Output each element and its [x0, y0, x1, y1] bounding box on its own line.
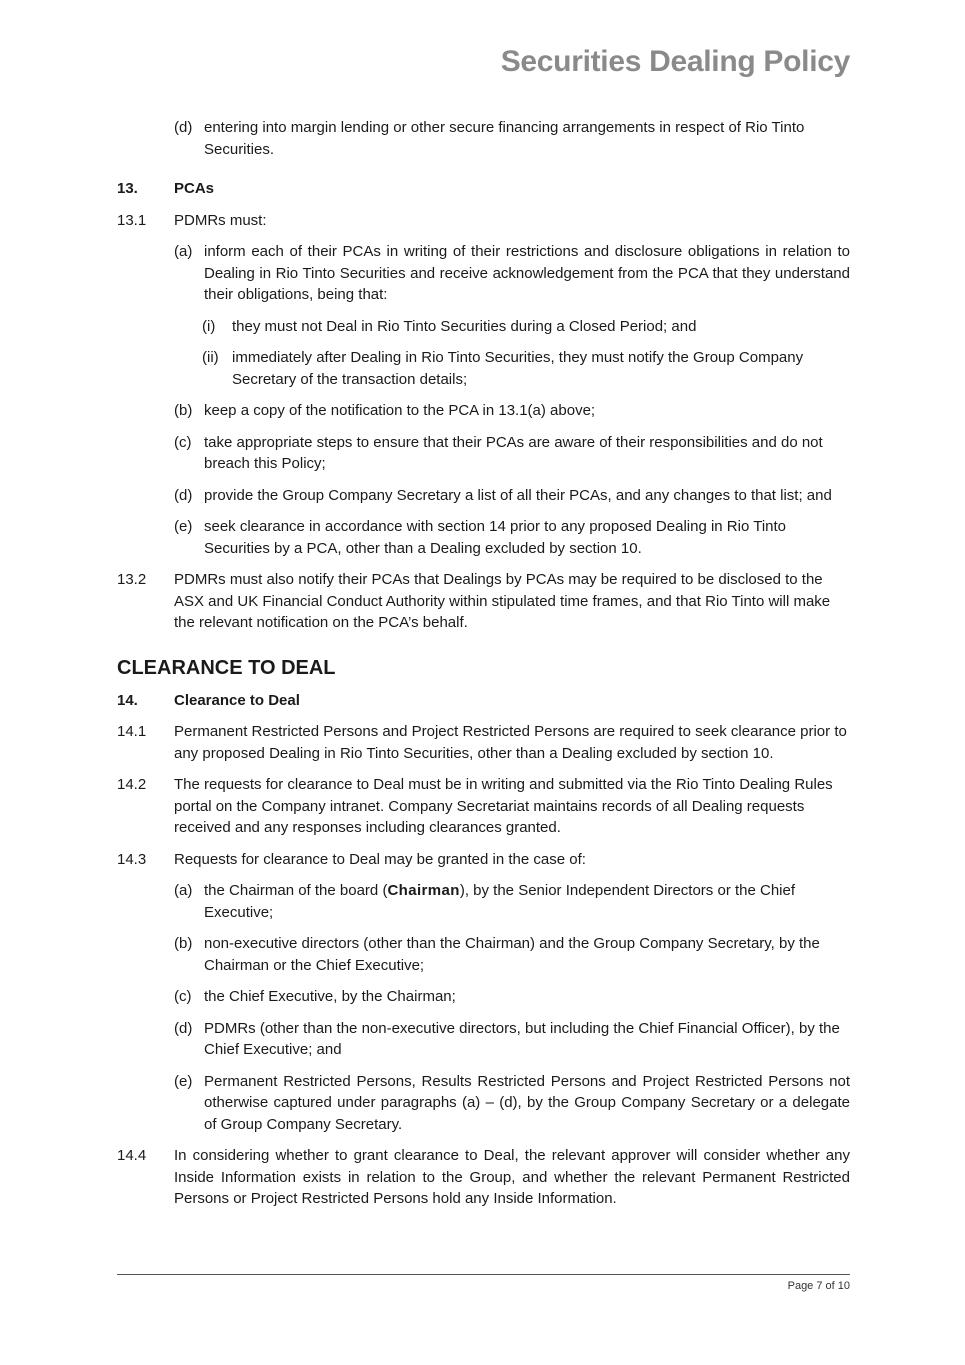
clause-text: PDMRs must:: [174, 211, 267, 229]
item-label: (d): [174, 486, 193, 504]
clause-number: 13.2: [117, 571, 147, 588]
clause-14-1: [117, 721, 850, 764]
section-13-heading: [117, 178, 850, 200]
item-text: the Chief Executive, by the Chairman;: [204, 988, 456, 1005]
section-number: 13.: [117, 180, 138, 197]
section-14-heading: [117, 690, 850, 712]
item-text: keep a copy of the notification to the PCA in 13.1(a) above;: [204, 402, 596, 419]
item-label: (c): [174, 433, 192, 451]
section-title: PCAs: [174, 180, 215, 197]
list-item: [117, 933, 850, 976]
item-text: PDMRs (other than the non-executive directors, but including the Chief Financial Officer), by the Chief Executive; and: [204, 1019, 840, 1058]
clause-number: 14.4: [117, 1147, 147, 1164]
clause-number: 14.3: [117, 850, 147, 868]
item-text: inform each of their PCAs in writing of their restrictions and disclosure obligations in relation to Dealing in Rio Tinto Securities and receive acknowledgement from the PCA that they understand their obligations, being that:: [204, 243, 850, 303]
clause-text: PDMRs must also notify their PCAs that Dealings by PCAs may be required to be disclosed to the ASX and UK Financial Conduct Authority within stipulated time frames, and that Rio Tinto will make the relevant notification on the PCA’s behalf.: [174, 571, 831, 631]
item-label: (b): [174, 402, 193, 419]
clause-text: The requests for clearance to Deal must be in writing and submitted via the Rio Tinto Dealing Rules portal on the Company intranet. Company Secretariat maintains records of all Dealing requests received and any responses including clearances granted.: [174, 776, 833, 836]
item-label: (b): [174, 935, 193, 952]
clause-text: Permanent Restricted Persons and Project Restricted Persons are required to seek clearance prior to any proposed Dealing in Rio Tinto Securities, other than a Dealing excluded by section 10.: [174, 723, 847, 762]
list-item: [117, 1071, 850, 1136]
list-item: [117, 485, 850, 507]
clause-14-4: [117, 1145, 850, 1210]
clause-14-2: [117, 774, 850, 839]
item-label: (e): [174, 1072, 193, 1090]
section-title: Clearance to Deal: [174, 691, 300, 709]
page-number: Page 7 of 10: [787, 1280, 850, 1292]
item-text-pre: the Chairman of the board (: [204, 882, 388, 899]
sub-list-item: [117, 347, 850, 390]
clause-number: 13.1: [117, 211, 147, 229]
item-label: (d): [174, 1019, 193, 1037]
section-number: 14.: [117, 691, 138, 709]
item-text: take appropriate steps to ensure that their PCAs are aware of their responsibilities and do not breach this Policy;: [204, 433, 823, 472]
list-item: [117, 241, 850, 306]
item-text: entering into margin lending or other secure financing arrangements in respect of Rio Tinto Securities.: [204, 119, 805, 158]
footer-divider: [117, 1274, 850, 1275]
list-item: [117, 880, 850, 923]
item-label: (a): [174, 243, 193, 260]
list-item: [117, 516, 850, 559]
clause-number: 14.2: [117, 776, 147, 793]
document-body: [117, 117, 850, 1220]
sub-list-item: [117, 316, 850, 338]
defined-term: Chairman: [387, 882, 460, 899]
list-item: [117, 1018, 850, 1061]
item-label: (i): [202, 317, 216, 335]
item-label: (e): [174, 518, 193, 535]
item-label: (a): [174, 882, 193, 899]
list-item: [117, 400, 850, 422]
clause-text: Requests for clearance to Deal may be granted in the case of:: [174, 850, 586, 868]
item-text: non-executive directors (other than the Chairman) and the Group Company Secretary, by the Chairman or the Chief Executive;: [204, 935, 820, 974]
part-heading: CLEARANCE TO DEAL: [117, 656, 336, 679]
list-item: [117, 986, 850, 1008]
item-text: [204, 882, 795, 921]
item-text-post: ), by the Senior Independent Directors or the Chief Executive;: [204, 882, 796, 921]
page-header-title: Securities Dealing Policy: [500, 45, 850, 78]
item-label: (d): [174, 119, 193, 136]
item-text: Permanent Restricted Persons, Results Restricted Persons and Project Restricted Persons not otherwise captured under paragraphs (a) – (d), by the Group Company Secretary or a delegate of Group Company Secretary.: [204, 1072, 850, 1133]
clause-13-2: [117, 569, 850, 634]
list-item: [117, 117, 850, 160]
clause-text: In considering whether to grant clearance to Deal, the relevant approver will consider whether any Inside Information exists in relation to the Group, and whether the relevant Permanent Restricted Persons or Project Restricted Persons hold any Inside Information.: [174, 1147, 850, 1207]
item-label: (ii): [202, 349, 219, 366]
clause-13-1: [117, 210, 850, 232]
item-label: (c): [174, 988, 192, 1005]
item-text: immediately after Dealing in Rio Tinto Securities, they must notify the Group Company Secretary of the transaction details;: [232, 349, 804, 388]
clause-number: 14.1: [117, 723, 147, 740]
clause-14-3: [117, 849, 850, 871]
item-text: seek clearance in accordance with section 14 prior to any proposed Dealing in Rio Tinto Securities by a PCA, other than a Dealing excluded by section 10.: [204, 518, 786, 557]
list-item: [117, 432, 850, 475]
item-text: they must not Deal in Rio Tinto Securities during a Closed Period; and: [232, 317, 697, 335]
item-text: provide the Group Company Secretary a list of all their PCAs, and any changes to that list; and: [204, 486, 832, 504]
